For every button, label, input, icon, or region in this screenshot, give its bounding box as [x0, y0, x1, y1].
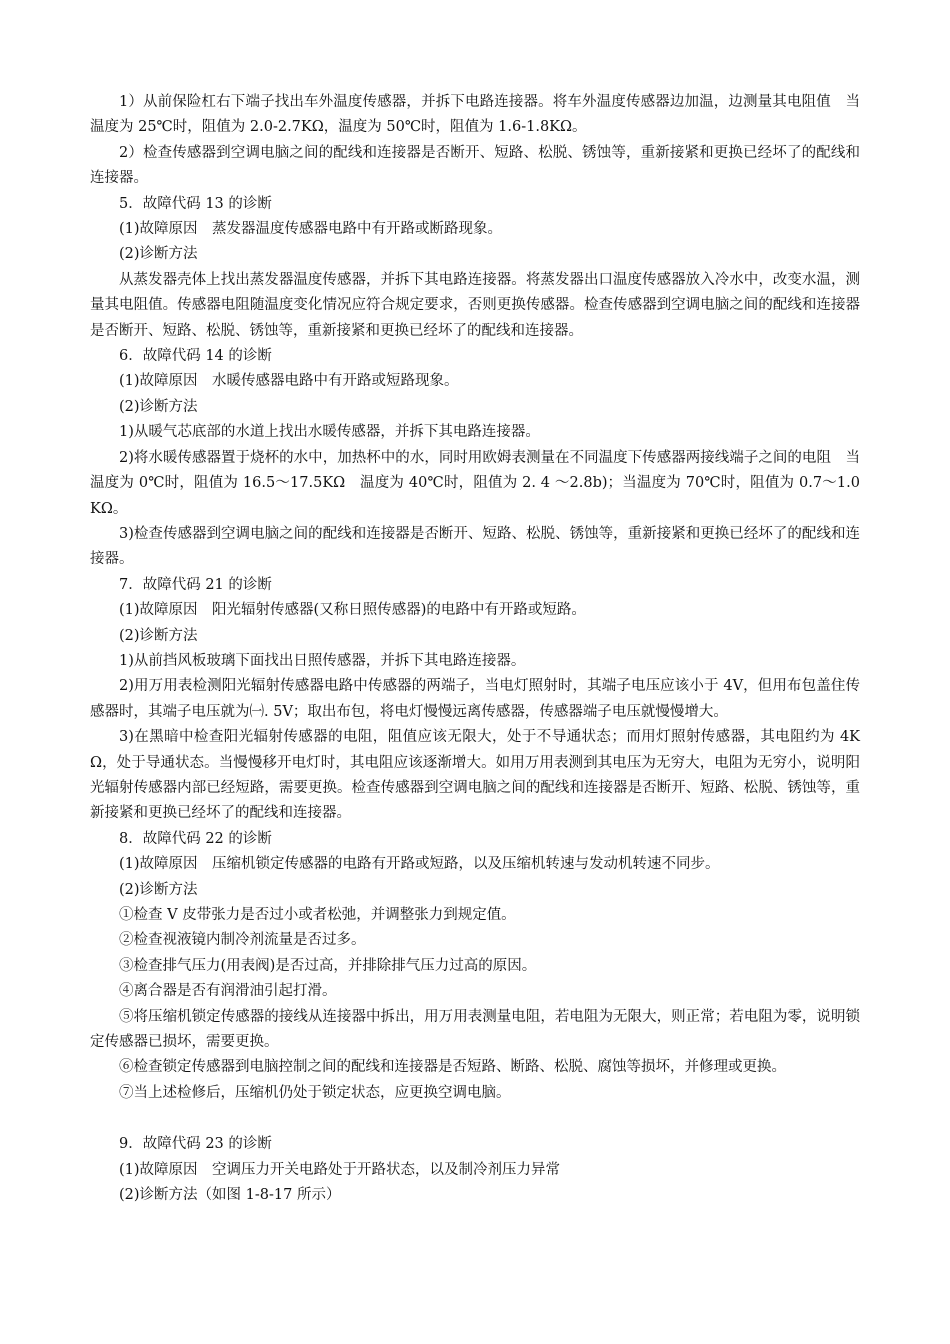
paragraph: 2)将水暖传感器置于烧杯的水中，加热杯中的水，同时用欧姆表测量在不同温度下传感器两接线端子之间的电阻 当温度为 0℃时，阻值为 16.5～17.5KΩ 温度为 40℃时，阻值为 2. 4 ～2.8b)；当温度为 70℃时，阻值为 0.7～1.0KΩ。	[90, 449, 860, 517]
paragraph: (2)诊断方法	[119, 398, 198, 415]
paragraph: (1)故障原因 压缩机锁定传感器的电路有开路或短路，以及压缩机转速与发动机转速不同步。	[119, 856, 720, 873]
paragraph: (2)诊断方法	[119, 627, 198, 644]
paragraph: ③检查排气压力(用表阀)是否过高，并排除排气压力过高的原因。	[119, 957, 537, 974]
paragraph: (1)故障原因 阳光辐射传感器(又称日照传感器)的电路中有开路或短路。	[119, 602, 586, 619]
section-heading: 8．故障代码 22 的诊断	[119, 830, 272, 847]
paragraph: ⑤将压缩机锁定传感器的接线从连接器中拆出，用万用表测量电阻，若电阻为无限大，则正常；若电阻为零，说明锁定传感器已损坏，需要更换。	[90, 1008, 860, 1051]
paragraph: (2)诊断方法	[119, 881, 198, 898]
paragraph: 1）从前保险杠右下端子找出车外温度传感器，并拆下电路连接器。将车外温度传感器边加温，边测量其电阻值 当温度为 25℃时，阻值为 2.0-2.7KΩ，温度为 50℃时，阻值为 1.6-1.8KΩ。	[90, 94, 860, 136]
paragraph: (1)故障原因 蒸发器温度传感器电路中有开路或断路现象。	[119, 221, 503, 238]
paragraph: 3)检查传感器到空调电脑之间的配线和连接器是否断开、短路、松脱、锈蚀等，重新接紧和更换已经坏了的配线和连接器。	[90, 525, 860, 568]
section-heading: 9．故障代码 23 的诊断	[119, 1136, 272, 1153]
section-heading: 6．故障代码 14 的诊断	[119, 348, 272, 365]
paragraph: ①检查 V 皮带张力是否过小或者松弛，并调整张力到规定值。	[119, 907, 516, 923]
paragraph: 2)用万用表检测阳光辐射传感器电路中传感器的两端子，当电灯照射时，其端子电压应该小于 4V，但用布包盖住传感器时，其端子电压就为㈠. 5V；取出布包，将电灯慢慢远离传感器，传感器端子电压就慢慢增大。	[90, 678, 860, 720]
paragraph: 3)在黑暗中检查阳光辐射传感器的电阻，阻值应该无限大，处于不导通状态；而用灯照射传感器，其电阻约为 4KΩ，处于导通状态。当慢慢移开电灯时，其电阻应该逐渐增大。如用万用表测到其电压为无穷大，电阻为无穷小，说明阳光辐射传感器内部已经短路，需要更换。检查传感器到空调电脑之间的配线和连接器是否断开、短路、松脱、锈蚀等，重新接紧和更换已经坏了的配线和连接器。	[90, 729, 860, 822]
paragraph: (2)诊断方法	[119, 246, 198, 263]
paragraph: (1)故障原因 空调压力开关电路处于开路状态，以及制冷剂压力异常	[119, 1161, 561, 1178]
section-heading: 7．故障代码 21 的诊断	[119, 576, 272, 593]
paragraph: ④离合器是否有润滑油引起打滑。	[119, 983, 337, 1000]
paragraph: ②检查视液镜内制冷剂流量是否过多。	[119, 932, 366, 949]
paragraph: ⑥检查锁定传感器到电脑控制之间的配线和连接器是否短路、断路、松脱、腐蚀等损坏，并修理或更换。	[119, 1059, 786, 1076]
paragraph: (2)诊断方法（如图 1-8-17 所示）	[119, 1187, 341, 1204]
blank-line	[90, 1106, 860, 1132]
paragraph: 1)从暖气芯底部的水道上找出水暖传感器，并拆下其电路连接器。	[119, 424, 540, 441]
section-heading: 5．故障代码 13 的诊断	[119, 195, 272, 212]
paragraph: (1)故障原因 水暖传感器电路中有开路或短路现象。	[119, 373, 459, 390]
paragraph: 从蒸发器壳体上找出蒸发器温度传感器，并拆下其电路连接器。将蒸发器出口温度传感器放入冷水中，改变水温，测量其电阻值。传感器电阻随温度变化情况应符合规定要求，否则更换传感器。检查传感器到空调电脑之间的配线和连接器是否断开、短路、松脱、锈蚀等，重新接紧和更换已经坏了的配线和连接器。	[90, 271, 860, 339]
paragraph: 2）检查传感器到空调电脑之间的配线和连接器是否断开、短路、松脱、锈蚀等，重新接紧和更换已经坏了的配线和连接器。	[90, 144, 860, 187]
paragraph: ⑦当上述检修后，压缩机仍处于锁定状态，应更换空调电脑。	[119, 1084, 511, 1101]
paragraph: 1)从前挡风板玻璃下面找出日照传感器，并拆下其电路连接器。	[119, 652, 526, 669]
